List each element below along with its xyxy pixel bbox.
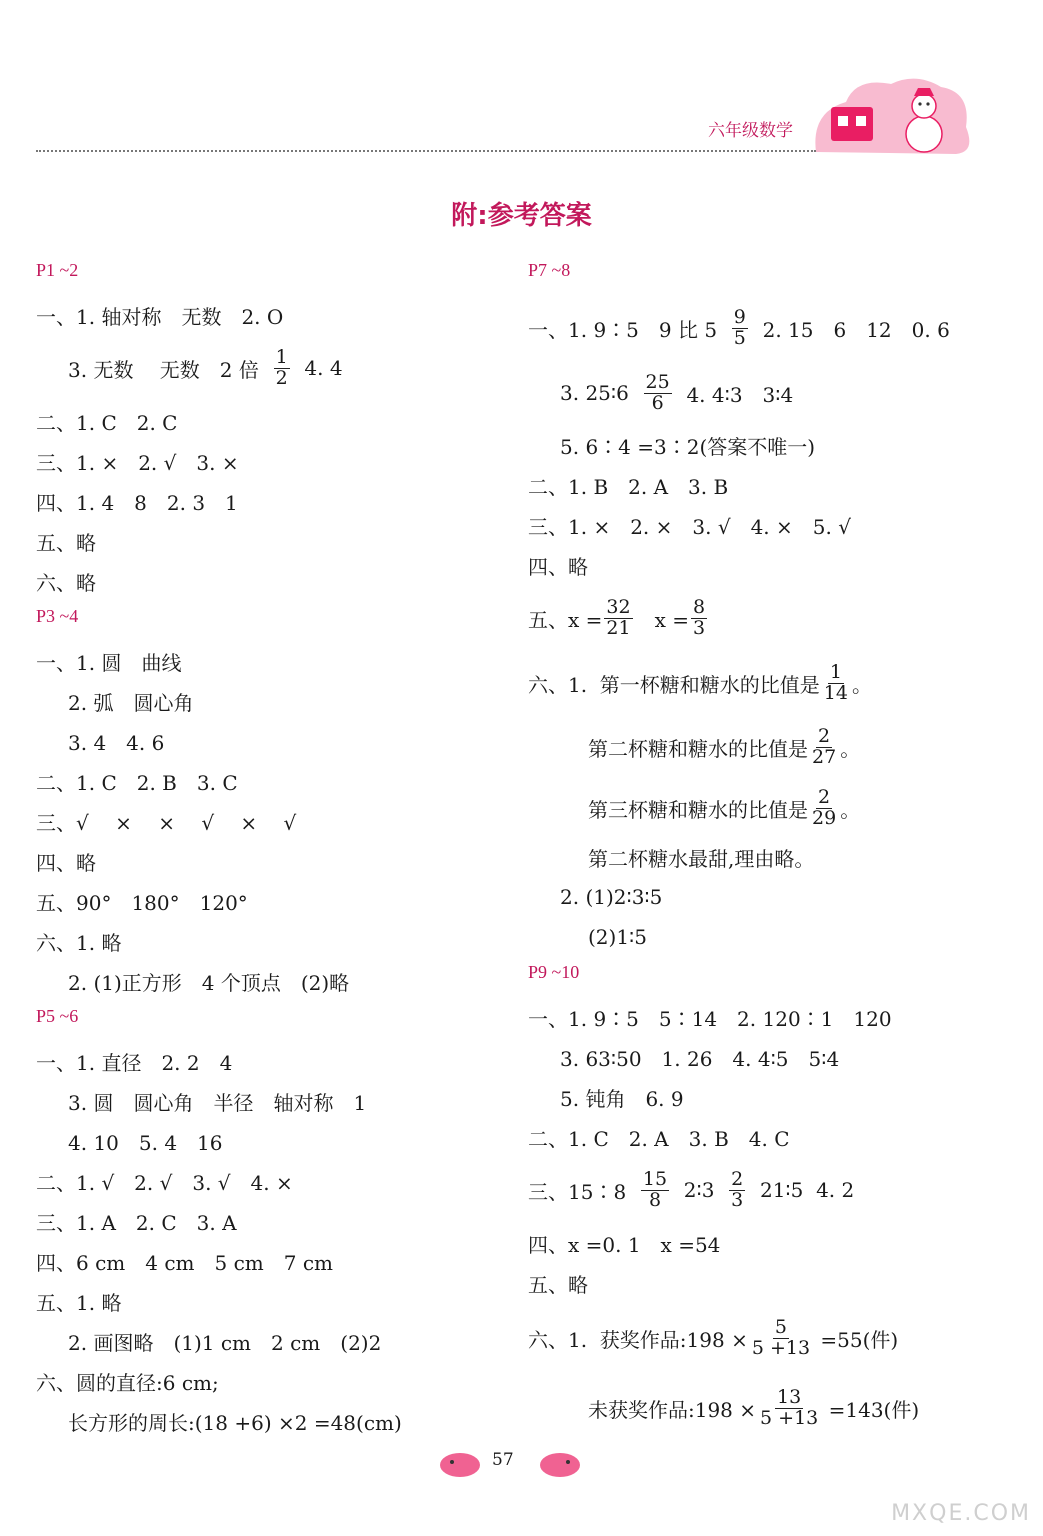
- answer-line: [36, 295, 496, 335]
- answer-line: [528, 425, 1008, 465]
- answer-line: [528, 1157, 1008, 1223]
- answer-text: 二、1. √ 2. √ 3. √ 4. ×: [36, 1170, 293, 1195]
- answer-text: 一、1. 9∶5 5∶14 2. 120∶1 120: [528, 1006, 892, 1031]
- answer-text: 2. (1)2∶3∶5: [560, 885, 663, 909]
- answer-text: 2∶3: [671, 1178, 728, 1202]
- answer-text: 四、x =0. 1 x =54: [528, 1232, 721, 1257]
- answer-line: [36, 521, 496, 561]
- fraction: $\frac{2}{29}$: [812, 785, 837, 829]
- answer-text: 3. 63∶50 1. 26 4. 4∶5 5∶4: [560, 1046, 840, 1071]
- answer-text: 。: [851, 672, 872, 697]
- answer-line: [528, 465, 1008, 505]
- answer-line: [528, 997, 1008, 1037]
- answer-line: [36, 335, 496, 401]
- header-subject: 六年级数学: [708, 121, 793, 141]
- answer-text: 二、1. B 2. A 3. B: [528, 474, 729, 499]
- right-column: [528, 255, 1008, 1443]
- answer-text: 第二杯糖和糖水的比值是: [588, 736, 808, 761]
- answer-text: 4. 4: [291, 356, 343, 380]
- answer-line: [36, 561, 496, 601]
- watermark: MXQE.COM: [891, 1501, 1031, 1526]
- snowman-illustration: [806, 72, 976, 162]
- answer-text: 五、x =: [528, 607, 603, 632]
- fraction: $\frac{2}{27}$: [812, 724, 837, 768]
- answer-line: [528, 505, 1008, 545]
- fraction: $\frac{15}{8}$: [642, 1167, 668, 1211]
- answer-text: 3. 4 4. 6: [68, 730, 165, 755]
- fraction: $\frac{9}{5}$: [733, 305, 746, 349]
- section-heading: P3 ~4: [36, 606, 79, 626]
- answer-text: 三、1. × 2. × 3. √ 4. × 5. √: [528, 514, 851, 539]
- answer-text: 四、略: [36, 850, 96, 875]
- answer-text: 六、1. 获奖作品:198 ×: [528, 1327, 748, 1352]
- fraction: $\frac{2}{3}$: [731, 1167, 744, 1211]
- answer-text: 3. 25∶6: [560, 381, 642, 405]
- section-heading: P9 ~10: [528, 962, 580, 982]
- answer-text: 未获奖作品:198 ×: [588, 1397, 757, 1422]
- answer-line: [36, 401, 496, 441]
- answer-text: 长方形的周长:(18 +6) ×2 =48(cm): [68, 1410, 402, 1435]
- fraction: $\frac{5}{5 +13}$: [751, 1315, 811, 1359]
- answer-line: [36, 1121, 496, 1161]
- fraction: $\frac{25}{6}$: [645, 370, 670, 414]
- fraction: $\frac{1}{2}$: [275, 345, 288, 389]
- answer-text: 六、1. 略: [36, 930, 122, 955]
- fraction: $\frac{1}{14}$: [823, 660, 848, 704]
- answer-line: [528, 1223, 1008, 1263]
- answer-text: =143(件): [822, 1397, 920, 1422]
- answer-line: [36, 1241, 496, 1281]
- answer-line: [528, 1373, 1008, 1443]
- section-heading: P7 ~8: [528, 260, 571, 280]
- answer-text: 2. 画图略 (1)1 cm 2 cm (2)2: [68, 1330, 382, 1355]
- answer-line: [36, 1361, 496, 1401]
- answer-text: 六、略: [36, 570, 96, 595]
- answer-line: [36, 801, 496, 841]
- answer-text: 五、略: [36, 530, 96, 555]
- answer-text: 二、1. C 2. B 3. C: [36, 770, 238, 795]
- answer-line: [36, 681, 496, 721]
- header-divider: [36, 150, 816, 152]
- answer-line: [528, 917, 1008, 957]
- answer-line: [528, 545, 1008, 585]
- answer-text: 六、1. 第一杯糖和糖水的比值是: [528, 672, 820, 697]
- answer-text: x =: [634, 607, 689, 632]
- page-title: 附:参考答案: [451, 201, 592, 231]
- answer-line: [36, 1321, 496, 1361]
- answer-line: [36, 1281, 496, 1321]
- answer-text: 四、6 cm 4 cm 5 cm 7 cm: [36, 1250, 333, 1275]
- answer-line: [528, 295, 1008, 361]
- answer-line: [36, 481, 496, 521]
- answer-line: [36, 921, 496, 961]
- answer-text: 3. 圆 圆心角 半径 轴对称 1: [68, 1090, 367, 1115]
- answer-text: 一、1. 9∶5 9 比 5: [528, 317, 730, 342]
- answer-line: [528, 877, 1008, 917]
- answer-line: [528, 1037, 1008, 1077]
- answer-text: 五、90° 180° 120°: [36, 890, 248, 915]
- page-number: 57: [492, 1450, 514, 1470]
- fraction: $\frac{8}{3}$: [693, 595, 706, 639]
- answer-line: [36, 1161, 496, 1201]
- fraction: $\frac{13}{5 +13}$: [760, 1385, 819, 1429]
- section-heading: P1 ~2: [36, 260, 79, 280]
- left-column: [36, 255, 496, 1441]
- answer-text: 。: [840, 736, 861, 761]
- answer-line: [528, 1077, 1008, 1117]
- fraction: $\frac{32}{21}$: [606, 595, 631, 639]
- answer-line: [528, 651, 1008, 715]
- answer-text: =55(件): [814, 1327, 899, 1352]
- answer-text: 五、略: [528, 1272, 588, 1297]
- answer-text: 4. 10 5. 4 16: [68, 1130, 223, 1155]
- answer-text: (2)1∶5: [588, 925, 647, 949]
- answer-line: [36, 1041, 496, 1081]
- answer-text: 3. 无数 无数 2 倍: [68, 357, 272, 382]
- answer-text: 。: [840, 797, 861, 822]
- answer-text: 一、1. 轴对称 无数 2. O: [36, 304, 284, 329]
- answer-text: 5. 6∶4 =3∶2(答案不唯一): [560, 434, 816, 459]
- answer-text: 2. 弧 圆心角: [68, 690, 194, 715]
- answer-line: [528, 837, 1008, 877]
- answer-line: [36, 1201, 496, 1241]
- answer-text: 二、1. C 2. C: [36, 410, 178, 435]
- answer-line: [36, 761, 496, 801]
- answer-text: 第二杯糖水最甜,理由略。: [588, 846, 815, 871]
- answer-text: 第三杯糖和糖水的比值是: [588, 797, 808, 822]
- answer-line: [36, 961, 496, 1001]
- answer-line: [36, 441, 496, 481]
- answer-text: 五、1. 略: [36, 1290, 122, 1315]
- answer-text: 2. (1)正方形 4 个顶点 (2)略: [68, 970, 350, 995]
- answer-text: 一、1. 圆 曲线: [36, 650, 182, 675]
- answer-line: [36, 1081, 496, 1121]
- answer-line: [528, 361, 1008, 425]
- answer-text: 四、1. 4 8 2. 3 1: [36, 490, 238, 515]
- answer-text: 一、1. 直径 2. 2 4: [36, 1050, 233, 1075]
- answer-text: 4. 4∶3 3∶4: [673, 382, 794, 407]
- answer-text: 21∶5 4. 2: [747, 1178, 855, 1202]
- answer-text: 二、1. C 2. A 3. B 4. C: [528, 1126, 790, 1151]
- answer-line: [528, 1303, 1008, 1373]
- answer-line: [36, 641, 496, 681]
- answer-text: 三、1. A 2. C 3. A: [36, 1210, 237, 1235]
- answer-line: [36, 881, 496, 921]
- answer-line: [36, 721, 496, 761]
- answer-text: 三、15∶8: [528, 1179, 639, 1204]
- answer-line: [36, 1401, 496, 1441]
- answer-line: [528, 585, 1008, 651]
- answer-text: 5. 钝角 6. 9: [560, 1086, 684, 1111]
- answer-line: [528, 715, 1008, 779]
- answer-line: [36, 841, 496, 881]
- answer-text: 三、√ × × √ × √: [36, 810, 297, 835]
- answer-text: 2. 15 6 12 0. 6: [749, 317, 950, 342]
- section-heading: P5 ~6: [36, 1006, 79, 1026]
- answer-text: 三、1. × 2. √ 3. ×: [36, 450, 239, 475]
- answer-line: [528, 779, 1008, 837]
- answer-line: [528, 1263, 1008, 1303]
- answer-text: 四、略: [528, 554, 588, 579]
- answer-text: 六、圆的直径:6 cm;: [36, 1370, 219, 1395]
- answer-line: [528, 1117, 1008, 1157]
